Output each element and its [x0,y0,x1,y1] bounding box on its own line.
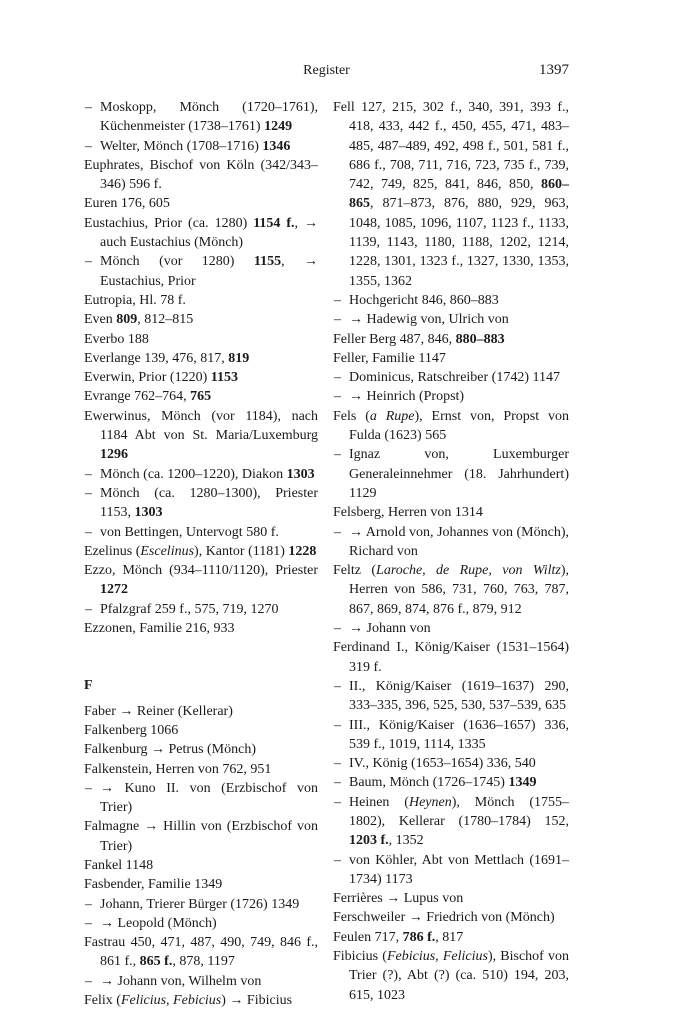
page-ref-bold: 1228 [288,543,317,559]
entry-text: → Heinrich (Propst) [349,389,465,405]
index-subentry [333,368,569,387]
entry-text: Dominicus, Ratschreiber (1742) 1147 [349,370,560,386]
entry-text: ), Bischof von Trier (?), Abt (?) (ca. 510) 194, 203, 615, 1023 [349,949,569,1003]
entry-text: Feller, Familie 1147 [333,350,446,366]
section-letter: F [84,678,93,694]
index-entry [333,908,569,927]
entry-text: , → Eustachius, Prior [100,254,318,289]
entry-italic: a Rupe [369,408,415,424]
entry-text: ), Herren von 586, 731, 760, 763, 787, 867, 869, 874, 876 f., 879, 912 [349,563,570,617]
index-entry [84,933,318,972]
index-subentry [333,445,569,503]
entry-text: Felix ( [84,993,121,1009]
entry-text: Mönch (ca. 1200–1220), Diakon [100,466,287,482]
subentry-dash: – [85,896,92,912]
entry-text: → Hadewig von, Ulrich von [349,312,509,328]
entry-text: Falkenburg → Petrus (Mönch) [84,742,256,758]
entry-text: Feltz ( [333,563,377,579]
entry-text: Ignaz von, Luxemburger Generaleinnehmer (18. Jahrhundert) 1129 [349,447,569,501]
index-entry [84,310,318,329]
entry-text: Fastrau 450, 471, 487, 490, 749, 846 f., 861 f., [84,935,318,970]
index-subentry [333,310,569,329]
entry-italic: Laroche, de Rupe, von Wiltz [376,563,561,579]
index-entry [333,928,569,947]
subentry-dash: – [85,973,92,989]
page-ref-bold: 1272 [100,582,128,598]
entry-italic: Febicius, Felicius [386,949,488,965]
index-subentry [333,677,569,716]
index-subentry [84,484,318,523]
index-subentry [84,972,318,991]
subentry-dash: – [85,485,92,501]
entries-right [333,98,569,1005]
subentry-dash: – [334,775,341,791]
entry-text: Faber → Reiner (Kellerar) [84,703,233,719]
index-entry [84,214,318,253]
page-ref-bold: 1155 [253,254,282,270]
entry-text: ), Ernst von, Propst von Fulda (1623) 565 [349,408,570,444]
entry-text: Euren 176, 605 [84,196,170,212]
index-entry [333,330,569,349]
entry-text: Baum, Mönch (1726–1745) [349,775,509,791]
index-subentry [333,716,569,755]
subentry-dash: – [334,717,341,733]
index-entry [84,407,318,465]
subentry-dash: – [334,756,341,772]
entry-text: Evrange 762–764, [84,389,191,405]
subentry-dash: – [334,370,341,386]
subentry-dash: – [85,524,92,540]
page-number: 1397 [539,62,569,78]
index-entry [84,619,318,638]
subentry-dash: – [85,780,92,796]
index-entry [84,542,318,561]
index-subentry [84,779,318,818]
entry-text: Ewerwinus, Mönch (vor 1184), nach 1184 Abt von St. Maria/Luxemburg [84,408,318,444]
index-entry [333,638,569,677]
entry-text: IV., König (1653–1654) 336, 540 [349,756,536,772]
index-subentry [84,914,318,933]
subentry-dash: – [334,794,341,810]
entry-text: III., König/Kaiser (1636–1657) 336, 539 f., 1019, 1114, 1335 [349,717,569,752]
entry-text: II., König/Kaiser (1619–1637) 290, 333–335, 396, 525, 530, 537–539, 635 [349,678,569,714]
entry-text: Pfalzgraf 259 f., 575, 719, 1270 [100,601,279,617]
right-column [333,98,569,1005]
entry-text: → Kuno II. von (Erzbischof von Trier) [100,780,318,816]
entry-text: Euphrates, Bischof von Köln (342/343–346) 596 f. [84,157,318,193]
entry-text: Welter, Mönch (1708–1716) [100,138,263,154]
page-header [84,58,569,82]
index-entry [84,561,318,600]
index-entry [84,991,318,1010]
entry-text: Ferrières → Lupus von [333,891,464,907]
entry-text: Feller Berg 487, 846, [333,331,456,347]
page-ref-bold: 786 f. [402,929,436,945]
page-ref-bold: 765 [190,389,212,405]
page-ref-bold: 809 [116,312,138,328]
page-ref-bold: 1346 [262,138,291,154]
index-entry [84,760,318,779]
entry-text: Falkenstein, Herren von 762, 951 [84,761,272,777]
index-entry [84,856,318,875]
page-ref-bold: 860–865 [349,177,569,212]
index-subentry [333,387,569,406]
index-subentry [84,252,318,291]
index-entry [84,349,318,368]
entry-text: Johann, Trierer Bürger (1726) 1349 [100,896,300,912]
entry-text: Ezzo, Mönch (934–1110/1120), Priester [84,563,318,579]
index-entry [84,368,318,387]
entry-italic: Escelinus [140,543,195,559]
page-ref-bold: 865 f. [139,954,173,970]
entry-text: ), Mönch (1755–1802), Kellerar (1780–1784) 152, [349,794,569,829]
entries-f [84,702,318,1010]
page-ref-bold: 1249 [264,119,293,135]
index-subentry [84,600,318,619]
entry-text: Ferschweiler → Friedrich von (Mönch) [333,910,555,926]
index-entry [84,875,318,894]
page-ref-bold: 819 [228,350,250,366]
index-entry [84,291,318,310]
index-subentry [84,895,318,914]
subentry-dash: – [334,312,341,328]
entry-text: ) → Fibicius [221,993,293,1009]
entry-text: , 878, 1197 [172,954,235,970]
index-entry [84,817,318,856]
index-entry [84,387,318,406]
index-subentry [333,793,569,851]
index-entry [84,721,318,740]
entry-text: Everlange 139, 476, 817, [84,350,229,366]
page-ref-bold: 1303 [134,505,163,521]
subentry-dash: – [85,138,92,154]
page-ref-bold: 1303 [286,466,315,482]
index-entry [333,407,569,446]
subentry-dash: – [334,621,341,637]
index-entry [333,503,569,522]
index-entry [84,740,318,759]
entry-text: → Arnold von, Johannes von (Mönch), Richard von [349,524,569,559]
subentry-dash: – [334,447,341,463]
index-subentry [333,851,569,890]
subentry-dash: – [334,389,341,405]
page-ref-bold: 1296 [100,447,128,463]
entry-text: von Köhler, Abt von Mettlach (1691–1734) 1173 [349,852,569,887]
page-ref-bold: 880–883 [455,331,505,347]
subentry-dash: – [334,678,341,694]
entry-text: Hochgericht 846, 860–883 [349,292,499,308]
entry-italic: Felicius, Febicius [120,993,222,1009]
index-subentry [333,754,569,773]
entry-text: Ezelinus ( [84,543,141,559]
index-entry [333,98,569,291]
entry-text: , 812–815 [137,312,194,328]
index-entry [333,947,569,1005]
entry-text: , 817 [435,929,464,945]
index-entry [84,194,318,213]
entries-e [84,98,318,638]
entry-text: Fibicius ( [333,949,387,965]
index-subentry [333,523,569,562]
subentry-dash: – [334,852,341,868]
index-subentry [84,137,318,156]
index-subentry [84,465,318,484]
subentry-dash: – [334,524,341,540]
entry-text: Fell 127, 215, 302 f., 340, 391, 393 f., 418, 433, 442 f., 450, 455, 471, 483–485, 487–489, 492, 498 f., 501, 581 f., 686 f., 708, 711, 716, 723, 735 f., 739, 742, 749, 825, 841, 846, 850, [333,100,569,193]
entry-text: → Leopold (Mönch) [100,915,217,931]
page-ref-bold: 1349 [508,775,537,791]
page-ref-bold: 1153 [210,370,238,386]
entry-text: Even [84,312,117,328]
entry-text: → Johann von [349,621,431,637]
index-entry [84,702,318,721]
index-entry [84,330,318,349]
subentry-dash: – [85,100,92,115]
page-ref-bold: 1154 f. [253,215,295,231]
subentry-dash: – [85,254,92,270]
page-ref-bold: 1203 f. [349,833,389,849]
entry-text: Ezzonen, Familie 216, 933 [84,621,235,637]
subentry-dash: – [85,601,92,617]
entry-text: Eutropia, Hl. 78 f. [84,292,186,308]
index-subentry [84,523,318,542]
index-subentry [84,98,318,137]
index-entry [84,156,318,195]
index-subentry [333,291,569,310]
entry-text: Moskopp, Mönch (1720–1761), Küchenmeister (1738–1761) [100,100,318,135]
entry-text: , 871–873, 876, 880, 929, 963, 1048, 1085, 1096, 1107, 1123 f., 1133, 1139, 1143, 1180, 1188, 1202, 1214, 1228, 1301, 1323 f., 1327, 1330, 1353, 1355, 1362 [349,196,569,289]
entry-text: Falkenberg 1066 [84,722,179,738]
subentry-dash: – [334,292,341,308]
entry-text: Felsberg, Herren von 1314 [333,505,483,521]
entry-italic: Heynen [408,794,452,810]
entry-text: Ferdinand I., König/Kaiser (1531–1564) 319 f. [333,640,569,675]
subentry-dash: – [85,915,92,931]
entry-text: Heinen ( [349,794,409,810]
entry-text: → Johann von, Wilhelm von [100,973,262,989]
entry-text: Eustachius, Prior (ca. 1280) [84,215,254,231]
entry-text: , 1352 [388,833,424,849]
entry-text: Falmagne → Hillin von (Erzbischof von Trier) [84,819,318,854]
index-subentry [333,773,569,792]
entry-text: Mönch (ca. 1280–1300), Priester 1153, [100,485,318,521]
entry-text: Fankel 1148 [84,857,154,873]
running-head: Register [303,63,350,78]
left-column [84,98,318,1010]
subentry-dash: – [85,466,92,482]
index-entry [333,349,569,368]
entry-text: , → auch Eustachius (Mönch) [100,215,318,251]
entry-text: ), Kantor (1181) [194,543,289,559]
index-entry [333,561,569,619]
entry-text: Everwin, Prior (1220) [84,370,211,386]
entry-text: Fasbender, Familie 1349 [84,877,223,893]
entry-text: von Bettingen, Untervogt 580 f. [100,524,279,540]
section-spacer [84,638,318,676]
index-subentry [333,619,569,638]
index-entry [333,889,569,908]
entry-text: Fels ( [333,408,370,424]
entry-text: Everbo 188 [84,331,149,347]
entry-text: Mönch (vor 1280) [100,254,254,270]
entry-text: Feulen 717, [333,929,403,945]
